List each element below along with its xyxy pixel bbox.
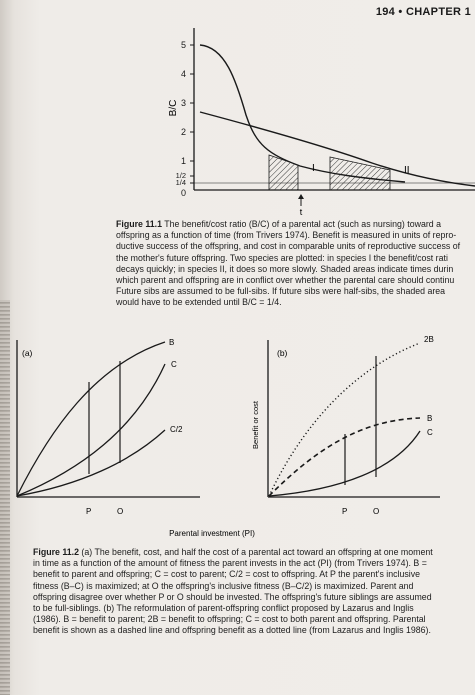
fig11-1-y-tick-label: 0 <box>180 188 186 198</box>
fig11-2b-panel <box>251 335 440 516</box>
figure-11-1-caption-line: offspring as a function of time (from Trivers 1974). Benefit is measured in units of repro- <box>116 230 457 241</box>
fig11-2a-curve-c <box>17 364 165 496</box>
fig11-2a-label-c-half: C/2 <box>170 425 183 434</box>
fig11-1-species-2-label: II <box>404 165 410 176</box>
fig11-2b-label-b: B <box>427 414 433 423</box>
fig11-1-x-axis-label: t <box>299 207 303 217</box>
fig11-2b-tick-o: O <box>373 507 380 516</box>
fig11-2a-panel-label: (a) <box>22 348 33 358</box>
fig11-1-conflict-region-species-1 <box>269 155 298 190</box>
figure-11-1-caption-line: Future sibs are assumed to be full-sibs. If future sibs were half-sibs, the shaded area <box>116 286 446 297</box>
fig11-1-y-tick-label: 1 <box>180 156 186 166</box>
figure-11-2-caption <box>33 547 433 637</box>
figure-11-1-caption-line: the mother's future offspring. Two species are plotted: in species I the benefit/cost rati <box>116 252 448 263</box>
fig11-1-y-tick-label: 5 <box>180 40 186 50</box>
fig11-2b-label-c: C <box>427 428 433 437</box>
running-head: 194 • CHAPTER 1 <box>375 6 471 18</box>
fig11-2b-y-axis-label: Benefit or cost <box>251 401 260 449</box>
fig11-2a-tick-o: O <box>117 507 124 516</box>
fig11-2b-panel-label: (b) <box>277 348 288 358</box>
figure-11-1-caption-line: would have to be extended until B/C = 1/4. <box>116 297 282 308</box>
figure-11-1-caption-line: ductive success of the offspring, and cost in comparable units of reproductive success of <box>116 241 461 252</box>
figure-11-1-caption-line: The benefit/cost ratio (B/C) of a parental act (such as nursing) toward a <box>161 219 441 229</box>
fig11-2a-label-b: B <box>169 338 175 347</box>
figure-11-1-caption <box>116 219 472 308</box>
fig11-1-time-arrow-head <box>298 194 304 199</box>
fig11-2b-tick-p: P <box>342 507 348 516</box>
figure-11-2 <box>0 300 475 545</box>
fig11-2a-curve-b <box>17 342 165 496</box>
fig11-2a-tick-p: P <box>86 507 92 516</box>
figure-11-2-caption-text: (a) The benefit, cost, and half the cost of a parental act toward an offspring at one moment in time as a function of the amount of fitness the parent invests in the act (PI) (from Trivers 1974). B = benefit to parent and offspring; C = cost to parent; C/2 = cost to offspring. At P the parent's inclusive fitness (B–C) is maximized; at O the offspring's inclusive fitness (B–C/2) is maximized. Parent and offspring disagree over whether P or O should be invested. The offspring's future siblings are assumed to be full-siblings. (b) The reformulation of parent-offspring conflict proposed by Lazarus and Inglis (1986). B = benefit to parent; 2B = benefit to offspring; C = cost to both parent and offspring. Parental benefit is shown as a dashed line and offspring benefit as a dotted line (from Lazarus and Inglis 1986). <box>33 547 433 636</box>
fig11-1-y-tick-label: 3 <box>180 98 186 108</box>
fig11-1-species-1-label: I <box>312 163 315 174</box>
fig11-2a-label-c: C <box>171 360 177 369</box>
figure-11-1 <box>0 0 475 220</box>
fig11-2-x-axis-label: Parental investment (PI) <box>169 529 255 538</box>
fig11-2a-panel <box>17 338 200 516</box>
fig11-1-curve-species-1 <box>200 45 405 182</box>
figure-11-2-caption-label: Figure 11.2 <box>33 547 79 557</box>
fig11-1-y-tick-label: 1/2 <box>175 171 186 180</box>
fig11-1-y-tick-label: 1/4 <box>175 178 186 187</box>
figure-11-1-caption-line: which parent and offspring are in conflict over whether the parental care should continu <box>116 275 455 286</box>
fig11-1-y-tick-label: 4 <box>180 69 186 79</box>
figure-11-1-caption-line: decays quickly; in species II, it does so more slowly. Shaded areas indicate times durin <box>116 263 454 274</box>
fig11-1-y-tick-label: 2 <box>180 127 186 137</box>
fig11-2b-label-2b: 2B <box>424 335 434 344</box>
figure-11-1-caption-label: Figure 11.1 <box>116 219 162 229</box>
fig11-1-y-axis-label: B/C <box>168 99 179 117</box>
